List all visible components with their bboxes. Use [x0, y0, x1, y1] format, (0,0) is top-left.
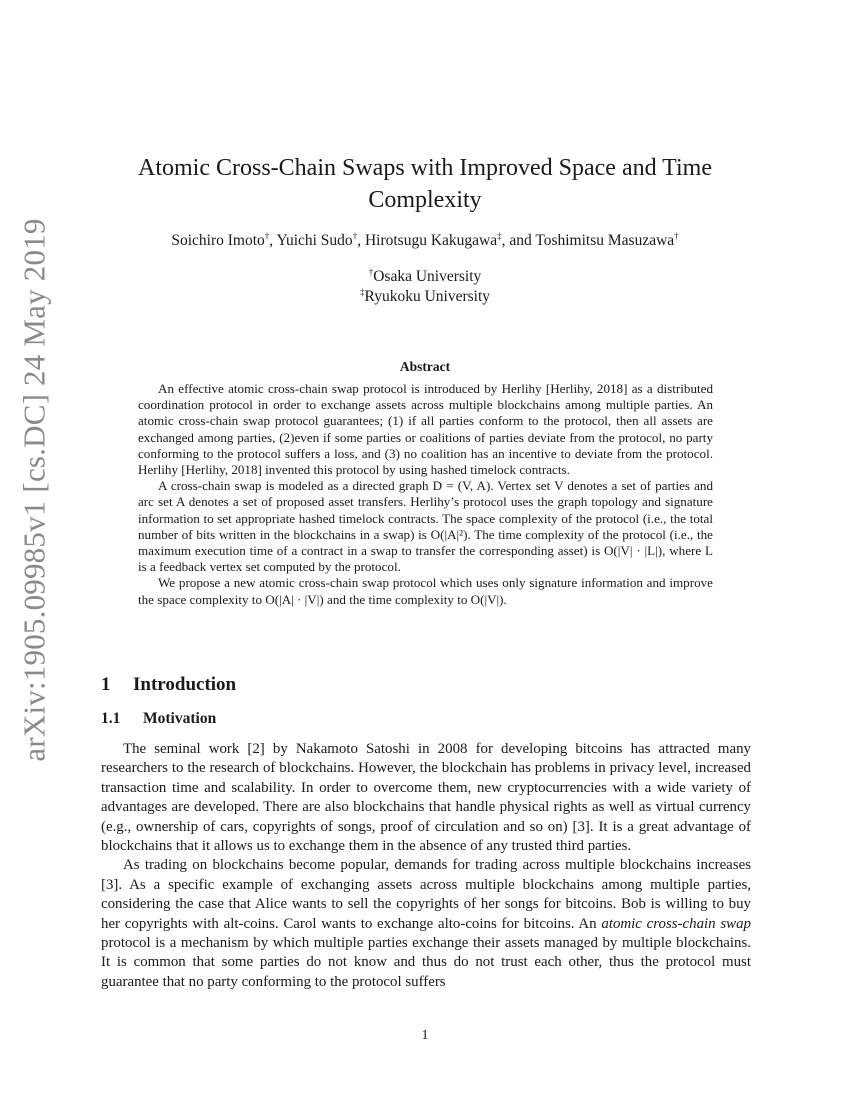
- page-number: 1: [421, 1028, 429, 1043]
- abstract-paragraph: An effective atomic cross-chain swap protocol is introduced by Herlihy [Herlihy, 2018] as a distributed coordination protocol in order to exchange assets across multiple blockchains among multiple parties. An atomic cross-chain swap protocol guarantees; (1) if all parties conform to the protocol, then all assets are exchanged among parties, (2)even if some parties or coalitions of parties deviate from the protocol, no party conforming to the protocol suffers a loss, and (3) no coalition has an incentive to deviate from the protocol. Herlihy [Herlihy, 2018] invented this protocol by using hashed timelock contracts.: [138, 381, 713, 478]
- abstract-paragraph: A cross-chain swap is modeled as a directed graph D = (V, A). Vertex set V denotes a set of parties and arc set A denotes a set of proposed asset transfers. Herlihy’s protocol uses the graph topology and signature information to set appropriate hashed timelock contracts. The space complexity of the protocol (i.e., the total number of bits written in the blockchains in a swap) is O(|A|²). The time complexity of the protocol (i.e., the maximum execution time of a contract in a swap to transfer the corresponding asset) is O(|V| · |L|), where L is a feedback vertex set computed by the protocol.: [138, 478, 713, 575]
- affiliation-2: [100, 287, 750, 307]
- section-title: Introduction: [133, 674, 237, 695]
- paper-title: [120, 152, 730, 216]
- author-2-mark: †: [352, 230, 358, 241]
- author-2: Yuichi Sudo: [276, 232, 353, 249]
- subsection-heading-motivation: [101, 710, 216, 728]
- section-heading-introduction: [101, 674, 236, 696]
- arxiv-identifier-stamp: [10, 218, 60, 762]
- abstract-paragraph: We propose a new atomic cross-chain swap protocol which uses only signature information and improve the space complexity to O(|A| · |V|) and the time complexity to O(|V|).: [138, 575, 713, 607]
- section-number: 1: [101, 674, 111, 695]
- body-paragraph-text: As trading on blockchains become popular, demands for trading across multiple blockchains increases [3]. As a specific example of exchanging assets across multiple blockchains among multiple parties, considering the case that Alice wants to sell the copyrights of her songs for bitcoins. Bob is willing to buy her copyrights with alt-coins. Carol wants to exchange alto-coins for bitcoins. An: [101, 857, 751, 932]
- abstract-heading: Abstract: [399, 359, 451, 374]
- affiliation-2-name: Ryukoku University: [364, 288, 491, 305]
- title-line-1: Atomic Cross-Chain Swaps with Improved Space and Time: [138, 155, 712, 181]
- author-1-mark: †: [264, 230, 270, 241]
- affiliation-1: [100, 267, 750, 287]
- body-paragraph: [101, 856, 751, 992]
- emphasized-term: atomic cross-chain swap: [601, 915, 751, 932]
- author-3: Hirotsugu Kakugawa: [364, 232, 498, 249]
- subsection-number: 1.1: [101, 710, 121, 727]
- author-separator: ,: [357, 232, 365, 249]
- author-1: Soichiro Imoto: [171, 232, 265, 249]
- section-body: [101, 740, 751, 992]
- affiliation-1-mark: †: [368, 266, 374, 277]
- affiliation-1-name: Osaka University: [373, 268, 482, 285]
- affiliation-2-mark: ‡: [359, 286, 365, 297]
- abstract-body: [138, 381, 713, 608]
- author-conjunction: , and: [501, 232, 536, 249]
- arxiv-identifier-text: arXiv:1905.09985v1 [cs.DC] 24 May 2019: [17, 218, 52, 762]
- author-4: Toshimitsu Masuzawa: [535, 232, 675, 249]
- author-4-mark: †: [674, 230, 679, 241]
- body-paragraph-text: protocol is a mechanism by which multiple parties exchange their assets managed by multiple blockchains. It is common that some parties do not know and thus do not trust each other, thus the protocol must guarantee that no party conforming to the protocol suffers: [101, 935, 751, 990]
- author-3-mark: ‡: [497, 230, 502, 241]
- affiliation-list: [100, 267, 750, 307]
- subsection-title: Motivation: [143, 710, 217, 727]
- author-separator: ,: [269, 232, 277, 249]
- title-line-2: Complexity: [368, 187, 482, 213]
- author-list: [100, 231, 750, 251]
- body-paragraph: The seminal work [2] by Nakamoto Satoshi in 2008 for developing bitcoins has attracted many researchers to the research of blockchains. However, the blockchain has problems in privacy level, increased transaction time and scalability. In order to overcome them, new cryptocurrencies with a wide variety of advantages are developed. There are also blockchains that handle physical rights as well as virtual currency (e.g., ownership of cars, copyrights of songs, proof of circulation and so on) [3]. It is a great advantage of blockchains that it allows us to exchange them in the absence of any trusted third parties.: [101, 741, 751, 855]
